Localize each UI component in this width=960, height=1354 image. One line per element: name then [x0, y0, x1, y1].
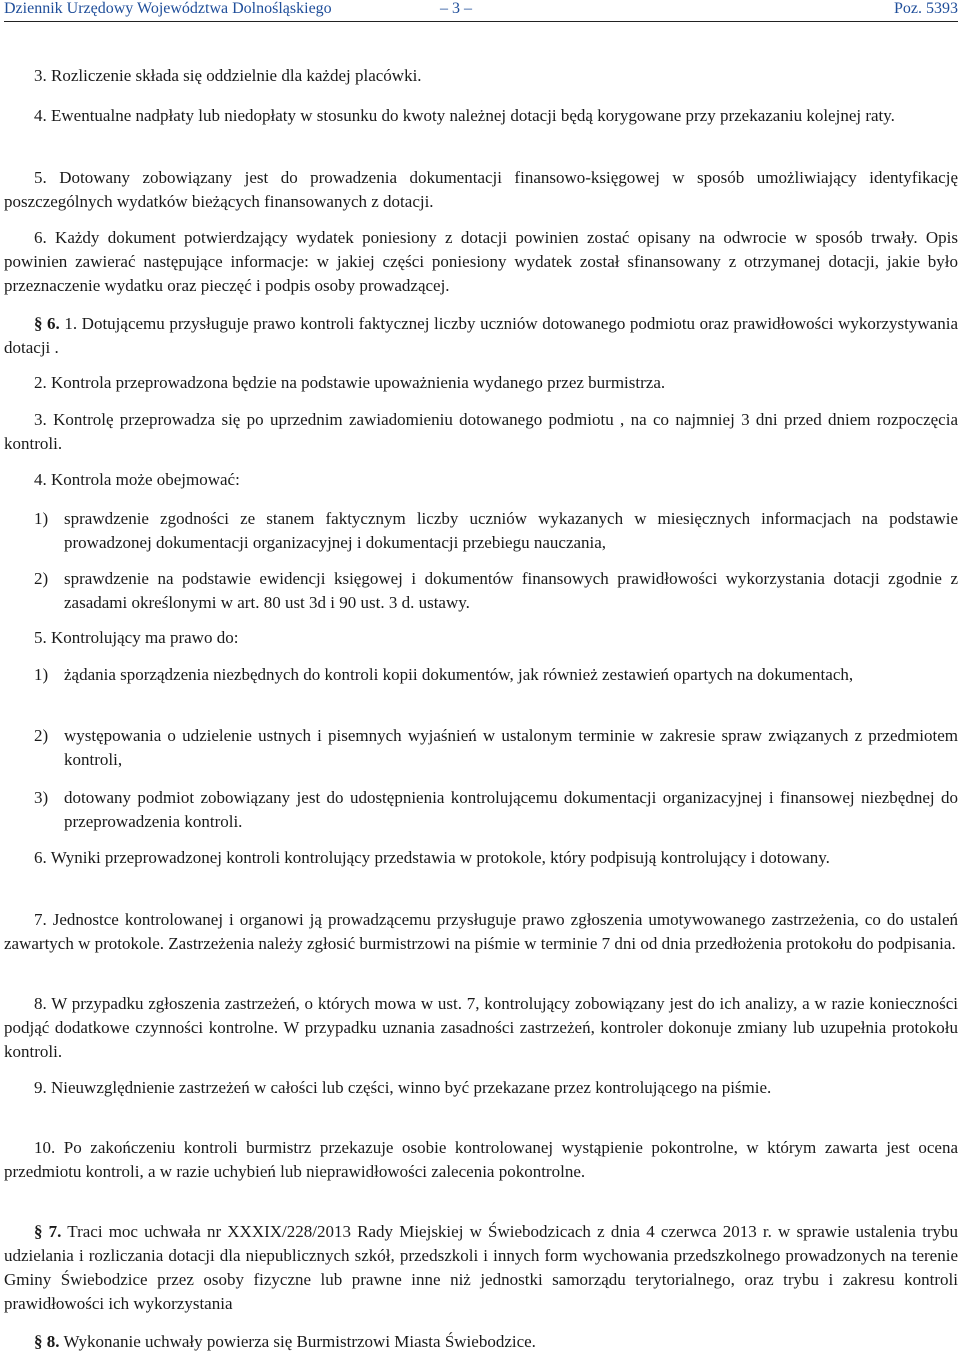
journal-title: Dziennik Urzędowy Województwa Dolnośląskiego: [4, 0, 332, 17]
section-6-text: 1. Dotującemu przysługuje prawo kontroli faktycznej liczby uczniów dotowanego podmiotu oraz prawidłowości wykorzystywania dotacji .: [4, 314, 958, 357]
list-item: [34, 567, 958, 615]
list-item: [34, 724, 958, 772]
section-8-text: Wykonanie uchwały powierza się Burmistrzowi Miasta Świebodzice.: [59, 1332, 536, 1351]
section-6-paragraph-5: 5. Kontrolujący ma prawo do:: [34, 628, 239, 647]
list-item-number: 2): [34, 726, 49, 745]
section-7: [4, 1220, 958, 1316]
section-7-text: Traci moc uchwała nr XXXIX/228/2013 Rady Miejskiej w Świebodzicach z dnia 4 czerwca 2013 r. w sprawie ustalenia trybu udzielania i rozliczania dotacji dla niepublicznych szkół, przedszkoli i innych form wychowania przedszkolnego prowadzonych na terenie Gminy Świebodzice przez osoby fizyczne lub prawne inne niż jednostki samorządu terytorialnego, oraz trybu i zakresu kontroli prawidłowości ich wykorzystania: [4, 1222, 959, 1313]
list-item-text: sprawdzenie na podstawie ewidencji księgowej i dokumentów finansowych prawidłowości wykorzystania dotacji zgodnie z zasadami określonymi w art. 80 ust 3d i 90 ust. 3 d. ustawy.: [64, 569, 958, 612]
list-item-text: żądania sporządzenia niezbędnych do kontroli kopii dokumentów, jak również zestawień opartych na dokumentach,: [64, 665, 854, 684]
section-6-paragraph-3: 3. Kontrolę przeprowadza się po uprzednim zawiadomieniu dotowanego podmiotu , na co najmniej 3 dni przed dniem rozpoczęcia kontroli.: [4, 410, 958, 453]
list-item: [34, 786, 958, 834]
section-8-label: § 8.: [34, 1332, 60, 1351]
list-item-number: 2): [34, 569, 49, 588]
section-6-paragraph-4: 4. Kontrola może obejmować:: [34, 470, 240, 489]
list-item: [34, 507, 958, 555]
list-item-text: sprawdzenie zgodności ze stanem faktycznym liczby uczniów wykazanych w miesięcznych informacjach na podstawie prowadzonej dokumentacji organizacyjnej i dokumentacji przebiegu nauczania,: [64, 509, 958, 552]
paragraph-6: 6. Każdy dokument potwierdzający wydatek poniesiony z dotacji powinien zostać opisany na odwrocie w sposób trwały. Opis powinien zawierać następujące informacje: w jakiej części poniesiony wydatek został sfinansowany z otrzymanej dotacji, jakie było przeznaczenie wydatku oraz pieczęć i podpis osoby prowadzącej.: [4, 228, 958, 295]
list-item: [34, 663, 958, 687]
section-7-label: § 7.: [34, 1222, 62, 1241]
list-item-text: występowania o udzielenie ustnych i pisemnych wyjaśnień w ustalonym terminie w zakresie spraw związanych z przedmiotem kontroli,: [64, 726, 958, 769]
paragraph-3: 3. Rozliczenie składa się oddzielnie dla każdej placówki.: [34, 66, 422, 85]
list-item-text: dotowany podmiot zobowiązany jest do udostępnienia kontrolującemu dokumentacji organizacyjnej i finansowej niezbędnej do przeprowadzenia kontroli.: [64, 788, 958, 831]
section-6-paragraph-9: 9. Nieuwzględnienie zastrzeżeń w całości lub części, winno być przekazane przez kontrolującego na piśmie.: [34, 1078, 772, 1097]
list-item-number: 1): [34, 665, 49, 684]
paragraph-5: 5. Dotowany zobowiązany jest do prowadzenia dokumentacji finansowo-księgowej w sposób umożliwiający identyfikację poszczególnych wydatków bieżących finansowanych z dotacji.: [4, 168, 958, 211]
section-8: [4, 1330, 958, 1354]
position-number: Poz. 5393: [894, 0, 958, 17]
section-6-label: § 6.: [34, 314, 60, 333]
section-6-paragraph-1: [4, 312, 958, 360]
section-6-paragraph-8: 8. W przypadku zgłoszenia zastrzeżeń, o których mowa w ust. 7, kontrolujący zobowiązany jest do ich analizy, a w razie konieczności podjąć dodatkowe czynności kontrolne. W przypadku uznania zasadności zastrzeżeń, kontroler dokonuje zmiany lub uzupełnia protokołu kontroli.: [4, 994, 958, 1061]
section-6-paragraph-6: 6. Wyniki przeprowadzonej kontroli kontrolujący przedstawia w protokole, który podpisują kontrolujący i dotowany.: [34, 848, 830, 867]
section-6-paragraph-7: 7. Jednostce kontrolowanej i organowi ją prowadzącemu przysługuje prawo zgłoszenia umotywowanego zastrzeżenia, co do ustaleń zawartych w protokole. Zastrzeżenia należy zgłosić burmistrzowi na piśmie w terminie 7 dni od dnia przedłożenia protokołu do podpisania.: [4, 910, 958, 953]
list-item-number: 1): [34, 509, 49, 528]
page-number: – 3 –: [440, 0, 472, 17]
section-6-paragraph-10: 10. Po zakończeniu kontroli burmistrz przekazuje osobie kontrolowanej wystąpienie pokontrolne, w którym zawarta jest ocena przedmiotu kontroli, a w razie uchybień lub nieprawidłowości zalecenia pokontrolne.: [4, 1138, 958, 1181]
page-header: [4, 0, 958, 22]
paragraph-4: 4. Ewentualne nadpłaty lub niedopłaty w stosunku do kwoty należnej dotacji będą korygowane przy przekazaniu kolejnej raty.: [34, 106, 895, 125]
list-item-number: 3): [34, 788, 49, 807]
section-6-paragraph-2: 2. Kontrola przeprowadzona będzie na podstawie upoważnienia wydanego przez burmistrza.: [34, 373, 666, 392]
